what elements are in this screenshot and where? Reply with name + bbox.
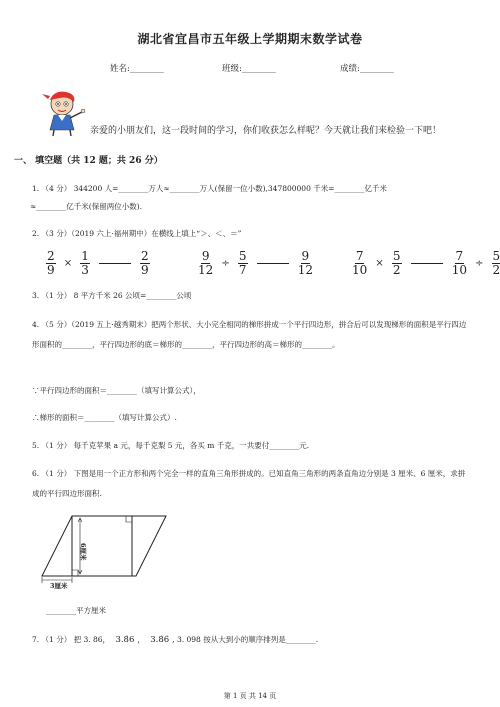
repeating-decimal-1: 3.8̇6 [115, 635, 135, 645]
question-4-part-a: ∵平行四边形的面积＝________（填写计算公式）， [32, 386, 201, 395]
repeating-decimal-2: 3.8̇6̇ [150, 635, 170, 645]
parallelogram-figure [34, 508, 184, 588]
answer-blank[interactable] [411, 262, 443, 264]
question-1: 1. （4 分） 344200 人=________万人≈________万人(保留一位小数),347800000 千米=________亿千米 [32, 184, 388, 193]
section-title: 一、 填空题（共 12 题；共 26 分） [14, 156, 163, 166]
question-6-answer: ________平方厘米 [46, 606, 106, 615]
question-2: 2. （3 分）（2019 六上·福州期中）在横线上填上“＞、＜、＝” [32, 229, 242, 238]
q2-expression-3: $\frac{7}{10}$ × $\frac{5}{2}$ $\frac{7}{10}$ ÷ $\frac{5}{2}$ [352, 249, 500, 277]
q2-expression-1: $\frac{2}{9}$ × $\frac{1}{3}$ $\frac{2}{9}$ [47, 249, 149, 277]
answer-blank[interactable] [99, 262, 131, 264]
question-7: 7. （1 分） 把 3. 86， 3.8̇6 ， 3.8̇6̇ , 3. 098 按从大到小的顺序排列是________. [32, 635, 319, 645]
question-3: 3. （1 分） 8 平方千米 26 公顷=________公顷 [32, 291, 192, 300]
figure-label-3cm: 3厘米 [50, 582, 68, 590]
figure-label-6cm: 6厘米 [79, 543, 87, 561]
question-4-part-b: ∴梯形的面积＝________（填写计算公式）. [32, 413, 177, 422]
greeting-text: 亲爱的小朋友们，这一段时间的学习，你们收获怎么样呢？今天就让我们来检验一下吧！ [90, 126, 442, 136]
question-6: 6. （1 分） 下图是用一个正方形和两个完全一样的直角三角形拼成的。已知直角三角形的两条直角边分别是 3 厘米、6 厘米，求拼成的平行四边形面积. [32, 469, 466, 498]
page-title: 湖北省宜昌市五年级上学期期末数学试卷 [137, 32, 363, 46]
question-1-continued: ≈________亿千米(保留两位小数). [30, 202, 143, 211]
mascot-icon [40, 90, 88, 138]
page-footer: 第 1 页 共 14 页 [223, 692, 277, 700]
class-field[interactable]: 班级:________ [222, 64, 276, 74]
question-5: 5. （1 分） 每千克苹果 a 元，每千克梨 5 元，各买 m 千克，一共要付________元. [32, 441, 310, 450]
q2-expression-2: $\frac{9}{12}$ ÷ $\frac{5}{7}$ $\frac{9}{12}$ [198, 249, 313, 277]
name-field[interactable]: 姓名:________ [110, 64, 164, 74]
question-4: 4. （5 分）（2019 五上·越秀期末）把两个形状、大小完全相同的梯形拼成一个平行四边形，拼合后可以发现梯形的面积是平行四边形面积的________，平行四边形的底＝梯形的________，平行四边形的高＝梯形的________。 [32, 320, 467, 349]
score-field[interactable]: 成绩:________ [340, 64, 394, 74]
answer-blank[interactable] [257, 262, 289, 264]
